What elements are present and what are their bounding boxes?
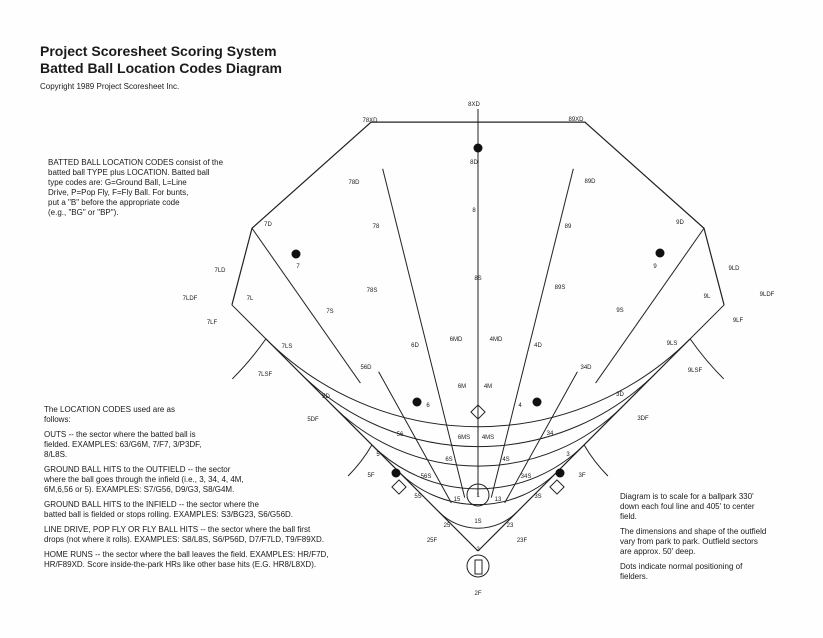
note-line: GROUND BALL HITS to the INFIELD -- the sector where the [44, 500, 259, 509]
zone-label-home_area: 1 [476, 493, 480, 499]
base-2 [550, 480, 564, 494]
fielder-position-dot [292, 250, 301, 259]
zone-label-infield_deep: 6D [411, 343, 419, 349]
zone-label-mid: 9 [653, 264, 657, 270]
zone-label-infield_short: 56S [420, 474, 432, 480]
zone-label-deep: 89D [584, 179, 596, 185]
zone-label-infield_deep: 56D [360, 365, 372, 371]
note-line: batted ball is fielded or stops rolling. EXAMPLES: S3/BG23, S6/G56D. [44, 510, 294, 519]
zone-label-xd: 78XD [362, 118, 378, 124]
note-line: HR/F89XD. Score inside-the-park HRs like other base hits (E.G. HR8/L8XD). [44, 560, 317, 569]
note-line: GROUND BALL HITS to the OUTFIELD -- the sector [44, 465, 231, 474]
zone-label-home_area: 23F [516, 538, 528, 544]
fielder-position-dot [556, 469, 565, 478]
zone-label-infield_deep: 4D [534, 343, 542, 349]
zone-label-foul_out: 9LDF [759, 292, 775, 298]
outfield-sector-line-3 [528, 169, 574, 352]
zone-label-infield: 4 [518, 403, 522, 409]
zone-label-deep: 8D [470, 160, 478, 166]
zone-label-mid: 7L [246, 296, 254, 302]
zone-label-infield_deep: 6MD [449, 337, 463, 343]
zone-label-infield_deep: 5D [322, 394, 330, 400]
codes-intro-line: BATTED BALL LOCATION CODES consist of the [48, 158, 224, 167]
note-line: vary from park to park. Outfield sectors [620, 537, 758, 546]
zone-label-deep: 7D [264, 222, 272, 228]
codes-intro-line: (e.g., "BG" or "BP"). [48, 208, 119, 217]
infield-sector-line-4 [505, 372, 578, 503]
zone-label-deep: 9LD [728, 266, 740, 272]
zone-label-infield: 3 [566, 452, 570, 458]
note-line: 8/L8S. [44, 450, 68, 459]
zone-label-infield: 56 [396, 432, 404, 438]
infield-sector-line-1 [428, 352, 467, 498]
foul-pole-left [690, 305, 724, 339]
codes-intro-line: type codes are: G=Ground Ball, L=Line [48, 178, 187, 187]
zone-label-infield_deep: 34D [580, 365, 592, 371]
batters-box [475, 560, 482, 574]
zone-label-home_area: 25F [426, 538, 438, 544]
note-line: LINE DRIVE, POP FLY OR FLY BALL HITS -- the sector where the ball first [44, 525, 311, 534]
zone-label-home_area: 2 [476, 547, 480, 553]
zone-label-infield_short: 15 [453, 497, 461, 503]
zone-label-foul_out: 9LSF [687, 368, 703, 374]
location-notes [44, 405, 424, 575]
zone-label-short: 8S [474, 276, 482, 282]
zone-label-foul_out: 7LSF [257, 372, 273, 378]
codes-intro [48, 158, 278, 218]
zone-label-mid: 7 [296, 264, 300, 270]
zone-label-short: 9S [616, 308, 624, 314]
zone-label-mid: 9L [703, 294, 711, 300]
outfield-sector-line-1 [383, 169, 429, 352]
note-line: where the ball goes through the infield (i.e., 3, 34, 4, 4M, [44, 475, 244, 484]
note-line: follows: [44, 415, 71, 424]
zone-label-home_area: 25 [443, 523, 451, 529]
note-line: are approx. 50' deep. [620, 547, 696, 556]
zone-label-mid: 89 [564, 224, 572, 230]
zone-label-home_area: 1S [474, 519, 482, 525]
title-line-2: Batted Ball Location Codes Diagram [40, 60, 282, 76]
note-line: fielded. EXAMPLES: 63/G6M, 7/F7, 3/P3DF, [44, 440, 202, 449]
zone-label-deep: 9D [676, 220, 684, 226]
zone-label-home_area: 2F [474, 591, 482, 597]
note-line: field. [620, 512, 637, 521]
zone-label-foul_in: 5F [367, 473, 375, 479]
zone-label-foul_in: 3F [578, 473, 586, 479]
zone-label-foul_out: 7LF [206, 320, 218, 326]
codes-intro-line: put a "B" before the appropriate code [48, 198, 180, 207]
note-line: The dimensions and shape of the outfield [620, 527, 767, 536]
note-line: drops (not where it rolls). EXAMPLES: S8/L8S, S6/P56D, D7/F7LD, T9/F89XD. [44, 535, 324, 544]
fielder-position-dot [533, 398, 542, 407]
outfield-sector-line-4 [596, 228, 704, 383]
zone-label-infield: 4MS [481, 435, 495, 441]
note-line: Diagram is to scale for a ballpark 330' [620, 492, 754, 501]
foul-pole-right [232, 305, 266, 339]
title-line-1: Project Scoresheet Scoring System [40, 43, 277, 59]
note-line: 6M,6,56 or 5). EXAMPLES: S7/G56, D9/G3, S8/G4M. [44, 485, 235, 494]
zone-label-infield_short: 34S [520, 474, 532, 480]
zone-label-foul_in: 3DF [637, 416, 649, 422]
outfield-sector-line-0 [252, 228, 360, 383]
note-line: Dots indicate normal positioning of [620, 562, 743, 571]
zone-label-foul_out: 9LF [732, 318, 744, 324]
zone-label-infield: 4M [483, 384, 493, 390]
zone-label-infield: 6M [457, 384, 467, 390]
note-line: down each foul line and 405' to center [620, 502, 755, 511]
zone-label-infield_short: 13 [494, 497, 502, 503]
zone-label-mid: 78 [372, 224, 380, 230]
zone-label-infield_short: 3S [534, 494, 542, 500]
note-line: OUTS -- the sector where the batted ball is [44, 430, 196, 439]
codes-intro-line: Drive, P=Pop Fly, F=Fly Ball. For bunts, [48, 188, 189, 197]
zone-label-infield_deep: 3D [616, 392, 624, 398]
zone-label-infield: 6 [426, 403, 430, 409]
zone-label-foul_out: 7LDF [182, 296, 198, 302]
fielder-position-dot [474, 144, 483, 153]
zone-label-home_area: 23 [506, 523, 514, 529]
zone-label-infield_short: 5S [414, 494, 422, 500]
zone-label-xd: 8XD [468, 102, 480, 108]
zone-label-infield: 34 [546, 431, 554, 437]
zone-label-infield: 6MS [457, 435, 471, 441]
zone-label-deep: 7LD [214, 268, 226, 274]
foul-arc-right-inner [584, 445, 608, 476]
zone-label-short: 7S [326, 309, 334, 315]
zone-label-short: 89S [554, 285, 566, 291]
zone-label-short: 9LS [666, 341, 678, 347]
fielder-position-dot [656, 249, 665, 258]
zone-label-mid: 8 [472, 208, 476, 214]
zone-label-deep: 78D [348, 180, 360, 186]
note-line: The LOCATION CODES used are as [44, 405, 176, 414]
zone-label-foul_in: 5DF [307, 417, 319, 423]
zone-label-short: 78S [366, 288, 378, 294]
note-line: HOME RUNS -- the sector where the ball leaves the field. EXAMPLES: HR/F7D, [44, 550, 329, 559]
codes-intro-line: batted ball TYPE plus LOCATION. Batted ball [48, 168, 210, 177]
zone-label-infield_short: 4S [502, 457, 510, 463]
zone-label-xd: 89XD [568, 117, 584, 123]
zone-label-infield: 5 [376, 452, 380, 458]
zone-label-infield_deep: 4MD [489, 337, 503, 343]
zone-label-infield_short: 6S [445, 457, 453, 463]
copyright: Copyright 1989 Project Scoresheet Inc. [40, 82, 180, 91]
scale-notes [620, 492, 820, 587]
note-line: fielders. [620, 572, 649, 581]
zone-label-short: 7LS [281, 344, 293, 350]
